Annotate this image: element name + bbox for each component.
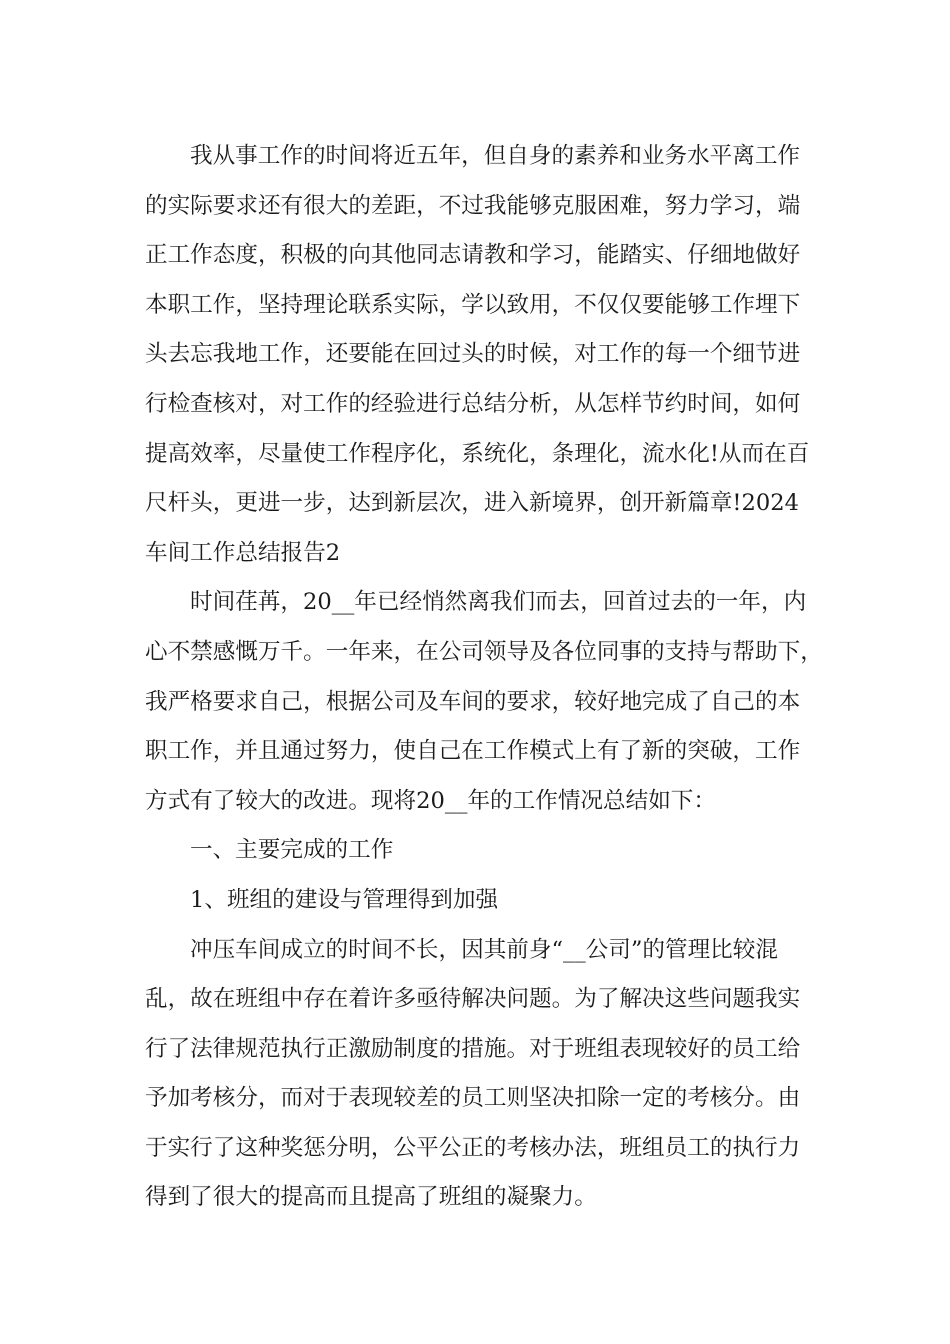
text-line: 的实际要求还有很大的差距，不过我能够克服困难，努力学习，端: [145, 192, 801, 219]
text-line: 正工作态度，积极的向其他同志请教和学习，能踏实、仔细地做好: [145, 242, 801, 269]
text-line: 我严格要求自己，根据公司及车间的要求，较好地完成了自己的本: [145, 688, 801, 715]
text-line: 职工作，并且通过努力，使自己在工作模式上有了新的突破，工作: [145, 738, 801, 765]
text-line: 提高效率，尽量使工作程序化，系统化，条理化，流水化!从而在百: [145, 440, 810, 467]
text-line: 我从事工作的时间将近五年，但自身的素养和业务水平离工作: [190, 143, 801, 169]
text-line: 尺杆头，更进一步，达到新层次，进入新境界，创开新篇章!2024: [145, 490, 800, 517]
text-line: 得到了很大的提高而且提高了班组的凝聚力。: [145, 1184, 597, 1211]
document-page: [145, 132, 825, 1223]
text-line: 头去忘我地工作，还要能在回过头的时候，对工作的每一个细节进: [145, 341, 801, 368]
text-line: 予加考核分，而对于表现较差的员工则坚决扣除一定的考核分。由: [145, 1085, 801, 1112]
text-line: 方式有了较大的改进。现将20__年的工作情况总结如下：: [145, 787, 716, 814]
text-line: 冲压车间成立的时间不长，因其前身“__公司”的管理比较混: [190, 936, 778, 963]
heading-main-work: 一、主要完成的工作: [190, 837, 394, 864]
text-line: 本职工作，坚持理论联系实际，学以致用，不仅仅要能够工作埋下: [145, 291, 801, 318]
text-line: 时间荏苒，20__年已经悄然离我们而去，回首过去的一年，内: [190, 589, 807, 616]
text-line: 行检查核对，对工作的经验进行总结分析，从怎样节约时间，如何: [145, 390, 801, 417]
text-line: 行了法律规范执行正激励制度的措施。对于班组表现较好的员工给: [145, 1035, 801, 1062]
subheading-team-building: 1、班组的建设与管理得到加强: [190, 886, 499, 913]
text-line: 心不禁感慨万千。一年来，在公司领导及各位同事的支持与帮助下，: [145, 638, 823, 665]
text-line: 于实行了这种奖惩分明，公平公正的考核办法，班组员工的执行力: [145, 1134, 801, 1161]
section-title: 车间工作总结报告2: [145, 539, 341, 566]
text-line: 乱，故在班组中存在着许多亟待解决问题。为了解决这些问题我实: [145, 986, 801, 1013]
